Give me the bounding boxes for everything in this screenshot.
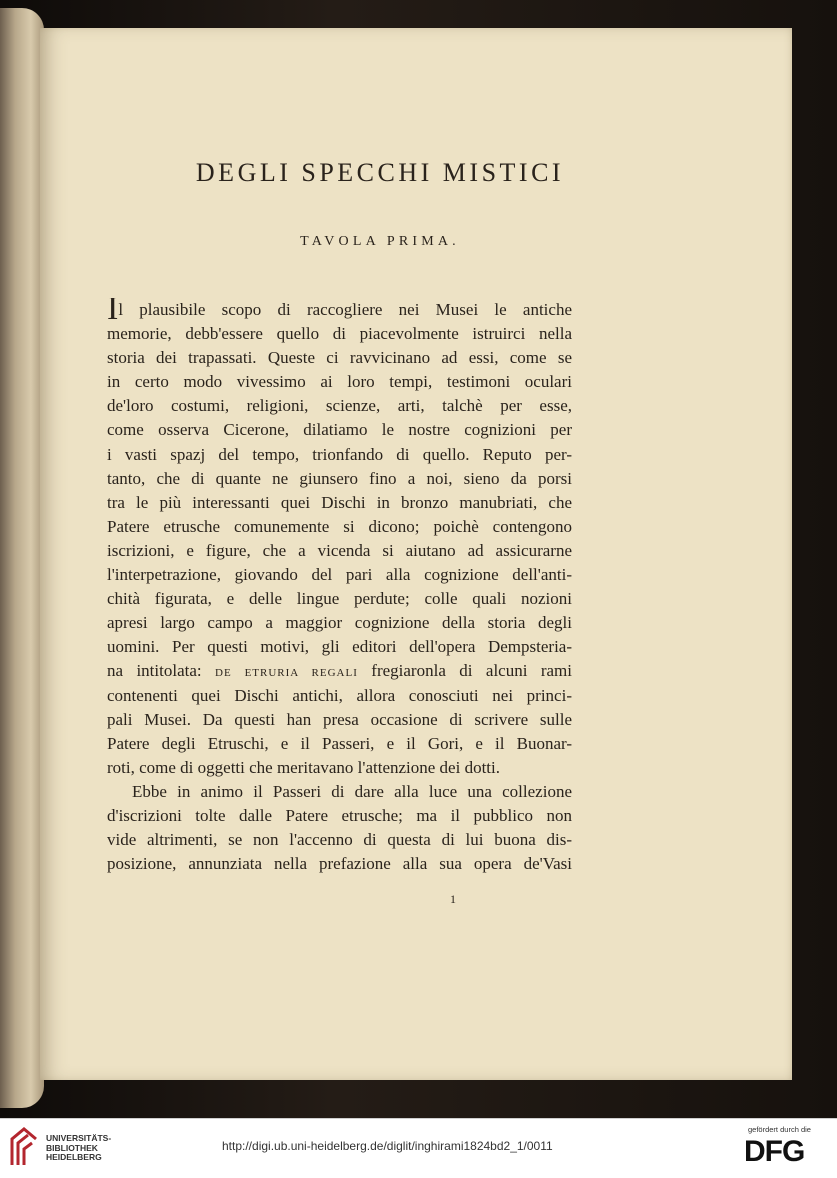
library-name[interactable] (46, 1134, 111, 1163)
book-page (40, 28, 792, 1080)
text-line: uomini. Per questi motivi, gli editori dell'opera Dempsteria- (107, 637, 572, 657)
text-line: pali Musei. Da questi han presa occasione di scrivere sulle (107, 709, 572, 729)
text-segment: na intitolata: (107, 661, 216, 681)
text-segment: fregiaronla di alcuni rami (357, 661, 572, 681)
text-line-content: l plausibile scopo di raccogliere nei Musei le antiche (118, 300, 572, 319)
funder-label: gefördert durch die (748, 1125, 811, 1134)
folio-number: 1 (450, 892, 456, 906)
text-line: tra le più interessanti quei Dischi in bronzo manubriati, che (107, 492, 572, 512)
permalink-url[interactable]: http://digi.ub.uni-heidelberg.de/diglit/inghirami1824bd2_1/0011 (222, 1139, 553, 1153)
library-name-line: HEIDELBERG (46, 1152, 102, 1162)
text-line: Ebbe in animo il Passeri di dare alla luce una collezione (132, 781, 572, 801)
body-text (107, 298, 572, 876)
dfg-logo[interactable]: DFG (744, 1135, 805, 1168)
library-name-line: BIBLIOTHEK (46, 1142, 98, 1153)
text-line: roti, come di oggetti che meritavano l'attenzione dei dotti. (107, 757, 500, 777)
text-line (107, 298, 572, 322)
text-line: de'loro costumi, religioni, scienze, arti, talchè per esse, (107, 396, 572, 416)
viewer-footer (0, 1118, 837, 1178)
text-line: in certo modo vivessimo ai loro tempi, testimoni oculari (107, 372, 572, 392)
text-line: contenenti quei Dischi antichi, allora conosciuti nei princi- (107, 685, 572, 705)
page-title: DEGLI SPECCHI MISTICI (195, 158, 565, 187)
text-line: Patere etrusche comunemente si dicono; poichè contengono (107, 516, 572, 536)
text-line: vide altrimenti, se non l'accenno di questa di lui buona dis- (107, 830, 572, 850)
university-logo-icon[interactable] (8, 1125, 42, 1169)
book-left-edge (0, 8, 44, 1108)
text-line (107, 659, 572, 683)
text-line: i vasti spazj del tempo, trionfando di quello. Reputo per- (107, 444, 572, 464)
small-caps-title: DE ETRURIA REGALI (215, 667, 358, 680)
text-line: Patere degli Etruschi, e il Passeri, e il Gori, e il Buonar- (107, 733, 572, 753)
text-line: tanto, che di quante ne giunsero fino a noi, sieno da porsi (107, 468, 572, 488)
text-line: posizione, annunziata nella prefazione alla sua opera de'Vasi (107, 854, 572, 874)
text-line: storia dei trapassati. Queste ci ravvicinano ad essi, come se (107, 348, 572, 368)
text-line: apresi largo campo a maggior cognizione della storia degli (107, 613, 572, 633)
library-name-line: UNIVERSITÄTS- (46, 1133, 112, 1143)
text-line: memorie, debb'essere quello di piacevolmente istruirci nella (107, 324, 572, 344)
text-line: come osserva Cicerone, dilatiamo le nostre cognizioni per (107, 420, 572, 440)
text-line: chità figurata, e delle lingue perdute; colle quali nozioni (107, 589, 572, 609)
text-line: l'interpetrazione, giovando del pari alla cognizione dell'anti- (107, 565, 572, 585)
drop-cap: I (107, 298, 119, 323)
text-line: iscrizioni, e figure, che a vicenda si aiutano ad assicurarne (107, 540, 572, 560)
page-subtitle: TAVOLA PRIMA. (300, 234, 460, 249)
text-line: d'iscrizioni tolte dalle Patere etrusche; ma il pubblico non (107, 805, 572, 825)
